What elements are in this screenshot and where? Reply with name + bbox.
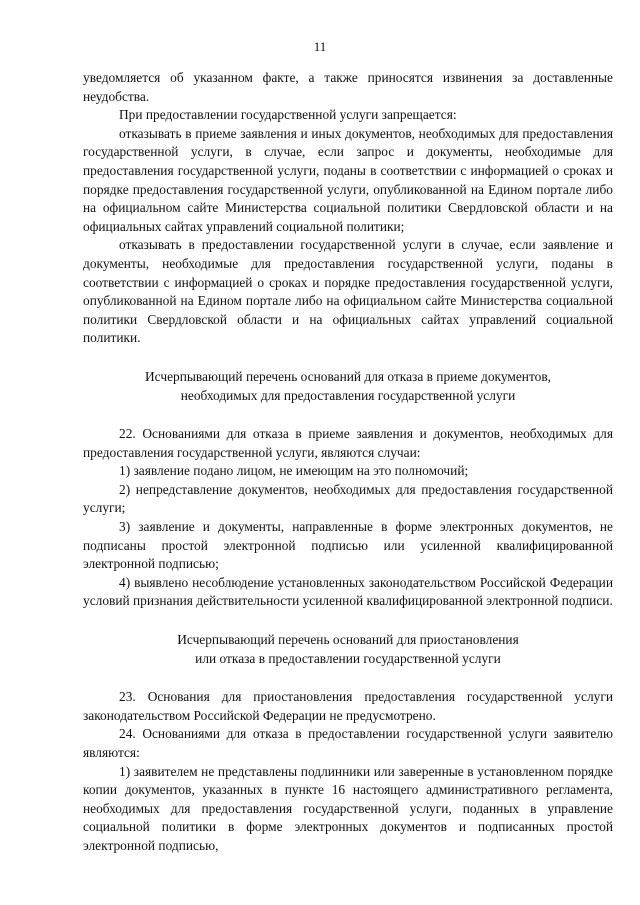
clause-22-item-3: 3) заявление и документы, направленные в форме электронных документов, не подписаны простой электронной подписью или усиленной квалифицированной электронной подписью;	[83, 519, 613, 572]
clause-22: 22. Основаниями для отказа в приеме заявления и документов, необходимых для предоставления государственной услуги, являются случаи:	[83, 426, 613, 460]
clause-22-item-4: 4) выявлено несоблюдение установленных законодательством Российской Федерации условий признания действительности усиленной квалифицированной электронной подписи.	[83, 574, 613, 609]
section-heading-suspension-line2: или отказа в предоставлении государственной услуги	[195, 650, 501, 666]
section-heading-refusal-docs-line1: Исчерпывающий перечень оснований для отказа в приеме документов,	[144, 368, 552, 384]
section-heading-refusal-docs-line2: необходимых для предоставления государственной услуги	[180, 387, 516, 403]
clause-22-item-2: 2) непредставление документов, необходимых для предоставления государственной услуги;	[83, 481, 613, 516]
paragraph-continuation: уведомляется об указанном факте, а также приносятся извинения за доставленные неудобства.	[83, 70, 613, 104]
section-heading-suspension-line1: Исчерпывающий перечень оснований для приостановления	[177, 632, 519, 648]
paragraph-prohibited-intro: При предоставлении государственной услуги запрещается:	[119, 107, 457, 123]
clause-22-item-1: 1) заявление подано лицом, не имеющим на это полномочий;	[119, 463, 469, 479]
clause-24-item-1: 1) заявителем не представлены подлинники или заверенные в установленном порядке копии документов, указанных в пункте 16 настоящего административного регламента, необходимых для предоставления государственной услуги, поданных в управление социальной политики в форме электронных документов и подписанных простой электронной подписью,	[83, 763, 613, 853]
clause-24: 24. Основаниями для отказа в предоставлении государственной услуги заявителю являются:	[83, 726, 613, 760]
page-content	[83, 69, 613, 856]
paragraph-prohibited-1: отказывать в приеме заявления и иных документов, необходимых для предоставления государственной услуги, в случае, если запрос и документы, необходимые для предоставления государственной услуги, поданы в соответствии с информацией о сроках и порядке предоставления государственной услуги, опубликованной на Едином портале либо на официальном сайте Министерства социальной политики Свердловской области и на официальных сайтах управлений социальной политики;	[83, 125, 613, 234]
page-number: 11	[313, 39, 327, 54]
clause-23: 23. Основания для приостановления предоставления государственной услуги законодательством Российской Федерации не предусмотрено.	[83, 689, 613, 723]
paragraph-prohibited-2: отказывать в предоставлении государственной услуги в случае, если заявление и документы, необходимые для предоставления государственной услуги, поданы в соответствии с информацией о сроках и порядке предоставления государственной услуги, опубликованной на Едином портале либо на официальном сайте Министерства социальной политики Свердловской области и на официальных сайтах управлений социальной политики.	[83, 237, 613, 346]
